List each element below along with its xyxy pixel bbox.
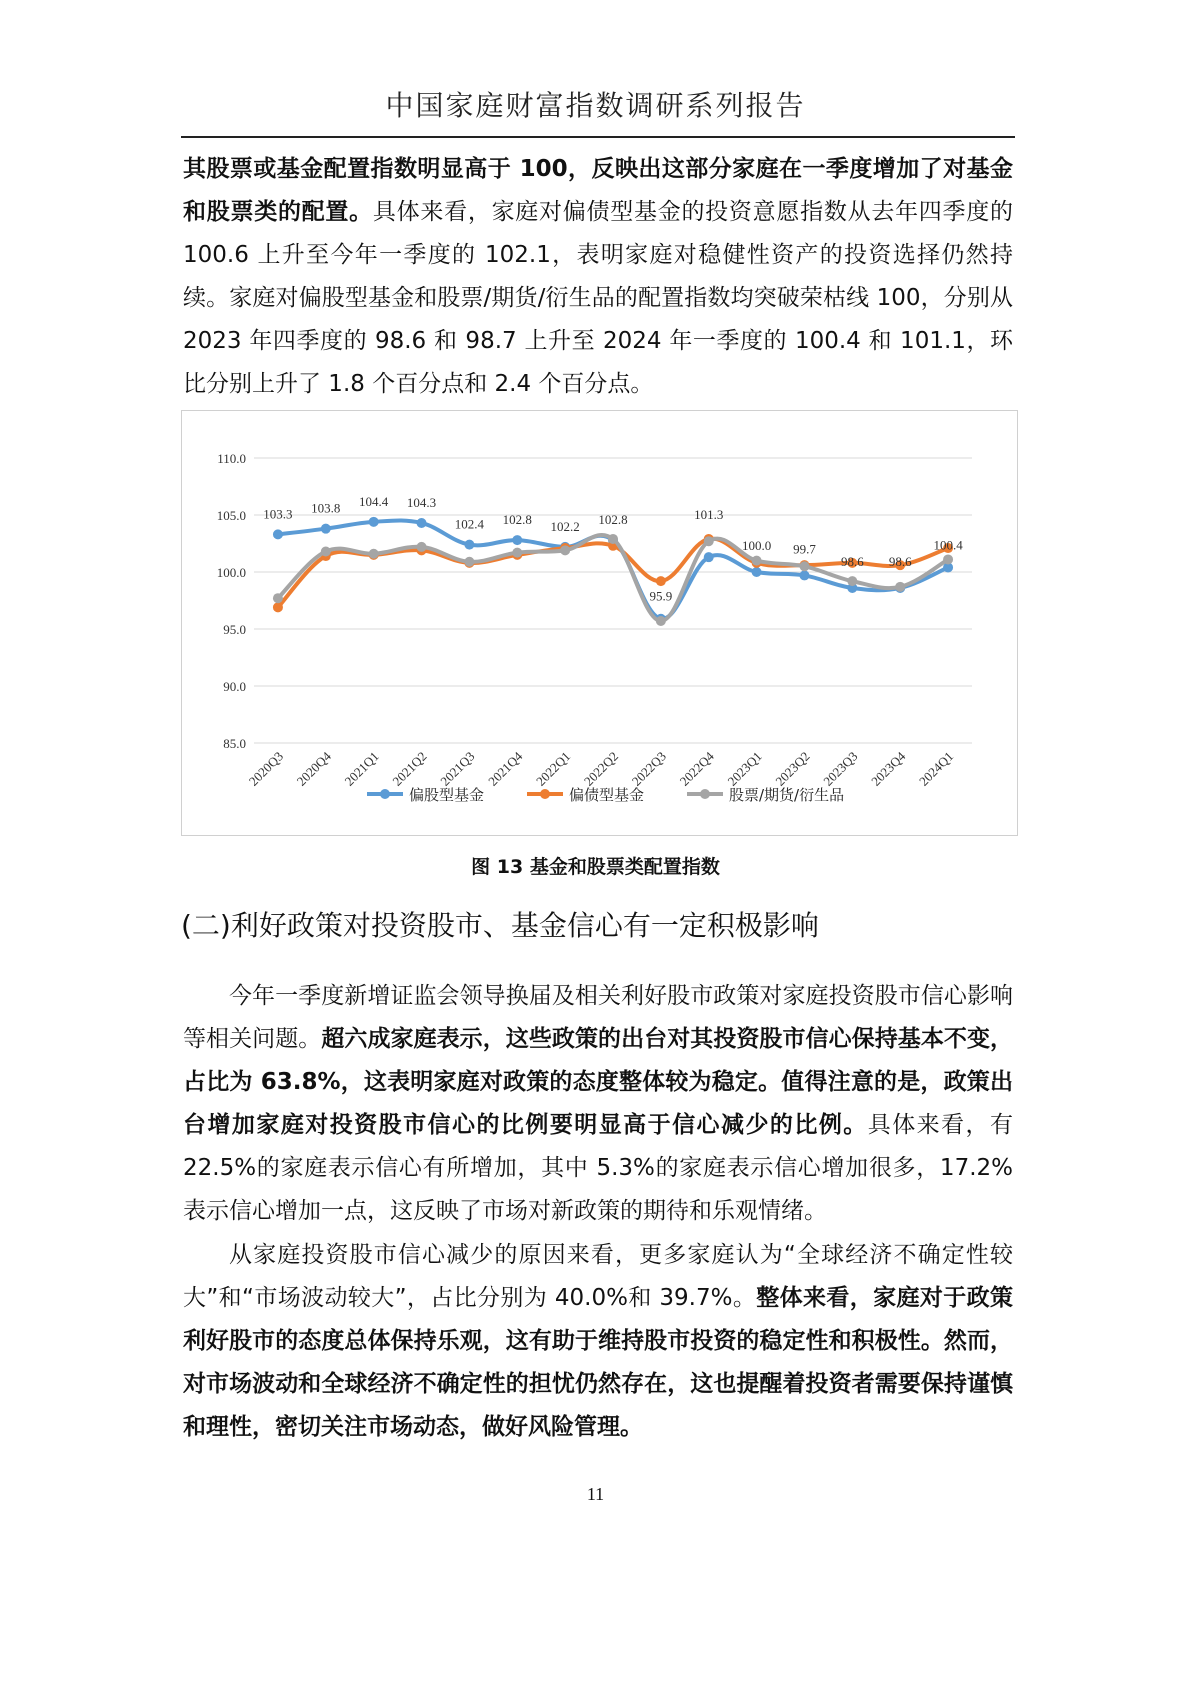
data-point bbox=[799, 570, 809, 580]
paragraph-2 bbox=[183, 975, 1013, 1233]
x-tick-label: 2024Q1 bbox=[915, 748, 957, 789]
data-point bbox=[321, 546, 331, 556]
x-tick-label: 2023Q1 bbox=[724, 748, 765, 789]
data-point bbox=[273, 529, 283, 539]
x-tick-label: 2022Q1 bbox=[533, 748, 574, 789]
data-label: 101.3 bbox=[694, 507, 724, 523]
data-label: 103.3 bbox=[263, 506, 293, 522]
data-label: 102.4 bbox=[454, 516, 485, 532]
data-label: 104.4 bbox=[359, 493, 389, 509]
data-point bbox=[417, 518, 427, 528]
report-header: 中国家庭财富指数调研系列报告 bbox=[385, 89, 806, 122]
x-tick-label: 2023Q2 bbox=[772, 748, 813, 789]
y-tick-label: 90.0 bbox=[223, 679, 246, 694]
data-point bbox=[273, 593, 283, 603]
legend-swatch-marker bbox=[540, 789, 550, 799]
data-label: 95.9 bbox=[649, 588, 673, 604]
chart-container bbox=[181, 410, 1018, 836]
x-tick-label: 2023Q3 bbox=[820, 748, 861, 789]
x-tick-label: 2021Q3 bbox=[437, 748, 478, 789]
legend-label: 股票/期货/衍生品 bbox=[729, 786, 845, 804]
section-title: (二)利好政策对投资股市、基金信心有一定积极影响 bbox=[181, 909, 819, 942]
y-tick-label: 105.0 bbox=[216, 508, 246, 523]
data-point bbox=[512, 535, 522, 545]
paragraph-2-text-a: 今年一季度新增证监会领导换届及相关利好股市政策对家庭投资股市信心影响等相关问题。 bbox=[183, 983, 1013, 1052]
paragraph-1-text: 具体来看，家庭对偏债型基金的投资意愿指数从去年四季度的 100.6 上升至今年一季度的 102.1，表明家庭对稳健性资产的投资选择仍然持续。家庭对偏股型基金和股票/期货/衍生品的配置指数均突破荣枯线 100，分别从 2023 年四季度的 98.6 和 98.7 上升至 2024 年一季度的 100.4 和 101.1，环比分别上升了 1.8 个百分点和 2.4 个百分点。 bbox=[183, 199, 1014, 397]
data-point bbox=[369, 517, 379, 527]
page-number: 11 bbox=[586, 1484, 605, 1504]
data-point bbox=[608, 534, 618, 544]
paragraph-2-bold: 超六成家庭表示，这些政策的出台对其投资股市信心保持基本不变，占比为 63.8%，这表明家庭对政策的态度整体较为稳定。值得注意的是，政策出台增加家庭对投资股市信心的比例要明显高于信心减少的比例。 bbox=[183, 1026, 1014, 1138]
x-tick-label: 2022Q2 bbox=[580, 748, 622, 789]
legend-swatch-marker bbox=[380, 789, 390, 799]
paragraph-1 bbox=[183, 148, 1013, 406]
x-tick-label: 2022Q3 bbox=[628, 748, 669, 789]
data-label: 102.8 bbox=[502, 512, 532, 528]
paragraph-3-text: 从家庭投资股市信心减少的原因来看，更多家庭认为“全球经济不确定性较大”和“市场波动较大”，占比分别为 40.0%和 39.7%。 bbox=[183, 1242, 1013, 1311]
legend-label: 偏股型基金 bbox=[409, 786, 485, 804]
data-label: 98.6 bbox=[888, 553, 912, 569]
x-tick-label: 2021Q2 bbox=[389, 748, 430, 789]
data-label: 104.3 bbox=[406, 494, 437, 510]
data-point bbox=[656, 616, 666, 626]
data-label: 102.2 bbox=[550, 518, 580, 534]
data-label: 103.8 bbox=[311, 500, 341, 516]
paragraph-3-bold: 整体来看，家庭对于政策利好股市的态度总体保持乐观，这有助于维持股市投资的稳定性和积极性。然而，对市场波动和全球经济不确定性的担忧仍然存在，这也提醒着投资者需要保持谨慎和理性，密切关注市场动态，做好风险管理。 bbox=[183, 1285, 1014, 1440]
paragraph-1-bold: 其股票或基金配置指数明显高于 100，反映出这部分家庭在一季度增加了对基金和股票类的配置。 bbox=[183, 156, 1013, 225]
x-tick-label: 2021Q1 bbox=[341, 748, 382, 789]
figure-caption: 图 13 基金和股票类配置指数 bbox=[471, 856, 720, 878]
y-tick-label: 95.0 bbox=[223, 622, 246, 637]
data-point bbox=[704, 536, 714, 546]
data-point bbox=[847, 576, 857, 586]
data-label: 102.8 bbox=[598, 512, 628, 528]
data-label: 98.6 bbox=[840, 553, 864, 569]
paragraph-2-text-b: 具体来看，有 22.5%的家庭表示信心有所增加，其中 5.3%的家庭表示信心增加很多，17.2%表示信心增加一点，这反映了市场对新政策的期待和乐观情绪。 bbox=[183, 1112, 1014, 1224]
y-tick-label: 110.0 bbox=[217, 451, 246, 466]
data-point bbox=[417, 542, 427, 552]
y-tick-label: 85.0 bbox=[223, 736, 246, 751]
x-tick-label: 2020Q4 bbox=[293, 748, 334, 789]
paragraph-3 bbox=[183, 1234, 1013, 1449]
data-point bbox=[560, 545, 570, 555]
data-point bbox=[369, 549, 379, 559]
line-chart bbox=[182, 411, 1019, 837]
x-tick-label: 2022Q4 bbox=[676, 748, 717, 789]
data-point bbox=[704, 552, 714, 562]
data-point bbox=[512, 548, 522, 558]
data-point bbox=[464, 540, 474, 550]
data-point bbox=[273, 602, 283, 612]
legend-label: 偏债型基金 bbox=[569, 786, 645, 804]
data-point bbox=[895, 582, 905, 592]
legend-swatch-marker bbox=[700, 789, 710, 799]
x-tick-label: 2021Q4 bbox=[485, 748, 526, 789]
data-label: 100.0 bbox=[741, 538, 772, 553]
x-tick-label: 2020Q3 bbox=[245, 748, 287, 789]
data-point bbox=[799, 561, 809, 571]
data-point bbox=[752, 567, 762, 577]
data-point bbox=[752, 556, 762, 566]
data-point bbox=[656, 576, 666, 586]
data-label: 100.4 bbox=[933, 537, 963, 553]
data-point bbox=[464, 557, 474, 567]
header-rule bbox=[181, 136, 1015, 138]
x-tick-label: 2023Q4 bbox=[868, 748, 909, 789]
data-point bbox=[943, 554, 953, 564]
data-label: 99.7 bbox=[793, 541, 816, 557]
y-tick-label: 100.0 bbox=[216, 565, 246, 580]
data-point bbox=[321, 524, 331, 534]
